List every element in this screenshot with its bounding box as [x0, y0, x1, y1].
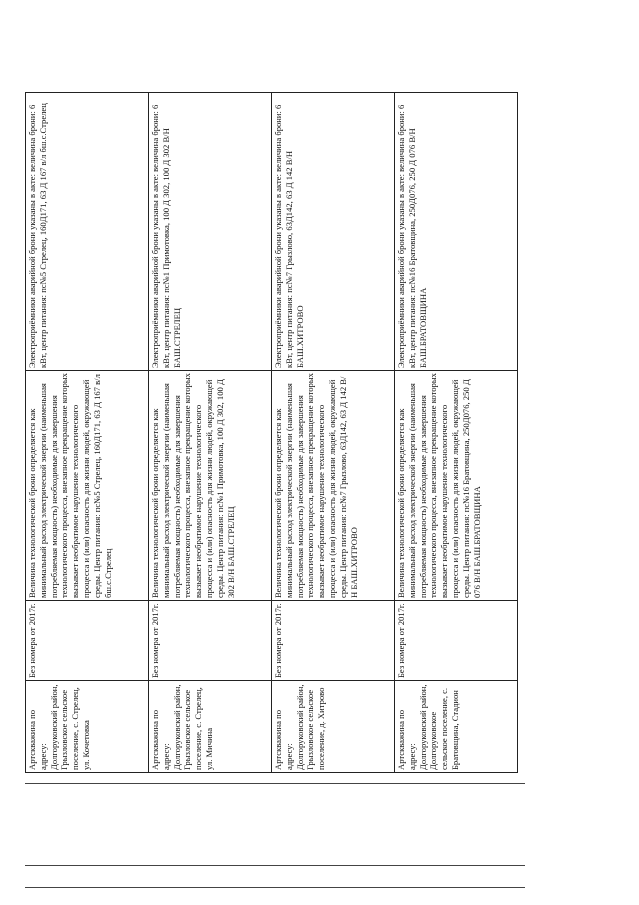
table-row	[272, 93, 395, 773]
address-cell: Артскважина по адресу: Долгоруковский район, Грызловское сельское поселение, с. Стрелец, ул. Мичина	[149, 681, 272, 773]
description-cell: Величина технологической брони определяется как минимальный расход электрической энергии (наименьшая потребляемая мощность) необходимые для завершения технологического процесса, внезапное прекращение которых вызывает необратимое нарушение технологического процесса и (или) опасность для жизни людей, окружающей среды. Центр питания: пс№5 Стрелец, 160Д171, 63 Д 167 в/л бш.с.Стрелец	[26, 371, 149, 601]
emergency-reserve-table	[25, 92, 518, 773]
table-row	[395, 93, 518, 773]
description-cell: Величина технологической брони определяется как минимальный расход электрической энергии (наименьшая потребляемая мощность) необходимые для завершения технологического процесса, внезапное прекращение которых вызывает необратимое нарушение технологического процесса и (или) опасность для жизни людей, окружающей среды. Центр питания: пс№16 Братовщина, 250Д076, 250 Д 076 В/Н БАШ.БРАТОВЩИНА	[395, 371, 518, 601]
address-cell: Артскважина по адресу: Долгоруковский район, Долгоруковское сельское поселение, с. Братовщина, Стадион	[395, 681, 518, 773]
address-cell: Артскважина по адресу: Долгоруковский район, Грызловское сельское поселение, с. Стрелец, ул. Кочетовка	[26, 681, 149, 773]
document-number-cell: Без номера от 2017г.	[395, 601, 518, 681]
power-cell: Электроприёмники аварийной брони указаны в акте: величина брони: 6 кВт, центр питания: пс№16 Братовщина, 250Д076, 250 Д 076 В/Н БАШ.БРАТОВЩИНА	[395, 93, 518, 371]
description-cell: Величина технологической брони определяется как минимальный расход электрической энергии (наименьшая потребляемая мощность) необходимые для завершения технологического процесса, внезапное прекращение которых вызывает необратимое нарушение технологического процесса и (или) опасность для жизни людей, окружающей среды. Центр питания: пс№1 Примотовка, 100 Д 302, 100 Д 302 В/Н БАШ.СТРЕЛЕЦ	[149, 371, 272, 601]
ruler-line	[25, 865, 525, 866]
document-number-cell: Без номера от 2017г.	[26, 601, 149, 681]
description-cell: Величина технологической брони определяется как минимальный расход электрической энергии (наименьшая потребляемая мощность) необходимые для завершения технологического процесса, внезапное прекращение которых вызывает необратимое нарушение технологического процесса и (или) опасность для жизни людей, окружающей среды. Центр питания: пс№7 Грызлово, 63Д142, 63 Д 142 В/Н БАШ.ХИТРОВО	[272, 371, 395, 601]
document-number-cell: Без номера от 2017г.	[272, 601, 395, 681]
power-cell: Электроприёмники аварийной брони указаны в акте: величина брони: 6 кВт, центр питания: пс№1 Примотовка, 100 Д 302, 100 Д 302 В/Н БАШ.СТРЕЛЕЦ	[149, 93, 272, 371]
ruler-line	[25, 887, 525, 888]
table-row	[149, 93, 272, 773]
ruler-line	[25, 783, 525, 784]
address-cell: Артскважина по адресу: Долгоруковский район, Грызловское сельское поселение, д. Хитрово	[272, 681, 395, 773]
table-row	[26, 93, 149, 773]
document-number-cell: Без номера от 2017г.	[149, 601, 272, 681]
power-cell: Электроприёмники аварийной брони указаны в акте: величина брони: 6 кВт, центр питания: пс№5 Стрелец, 160Д171, 63 Д 167 в/л бш.с.Стрелец	[26, 93, 149, 371]
power-cell: Электроприёмники аварийной брони указаны в акте: величина брони: 6 кВт, центр питания: пс№7 Грызлово, 63Д142, 63 Д 142 В/Н БАШ.ХИТРОВО	[272, 93, 395, 371]
